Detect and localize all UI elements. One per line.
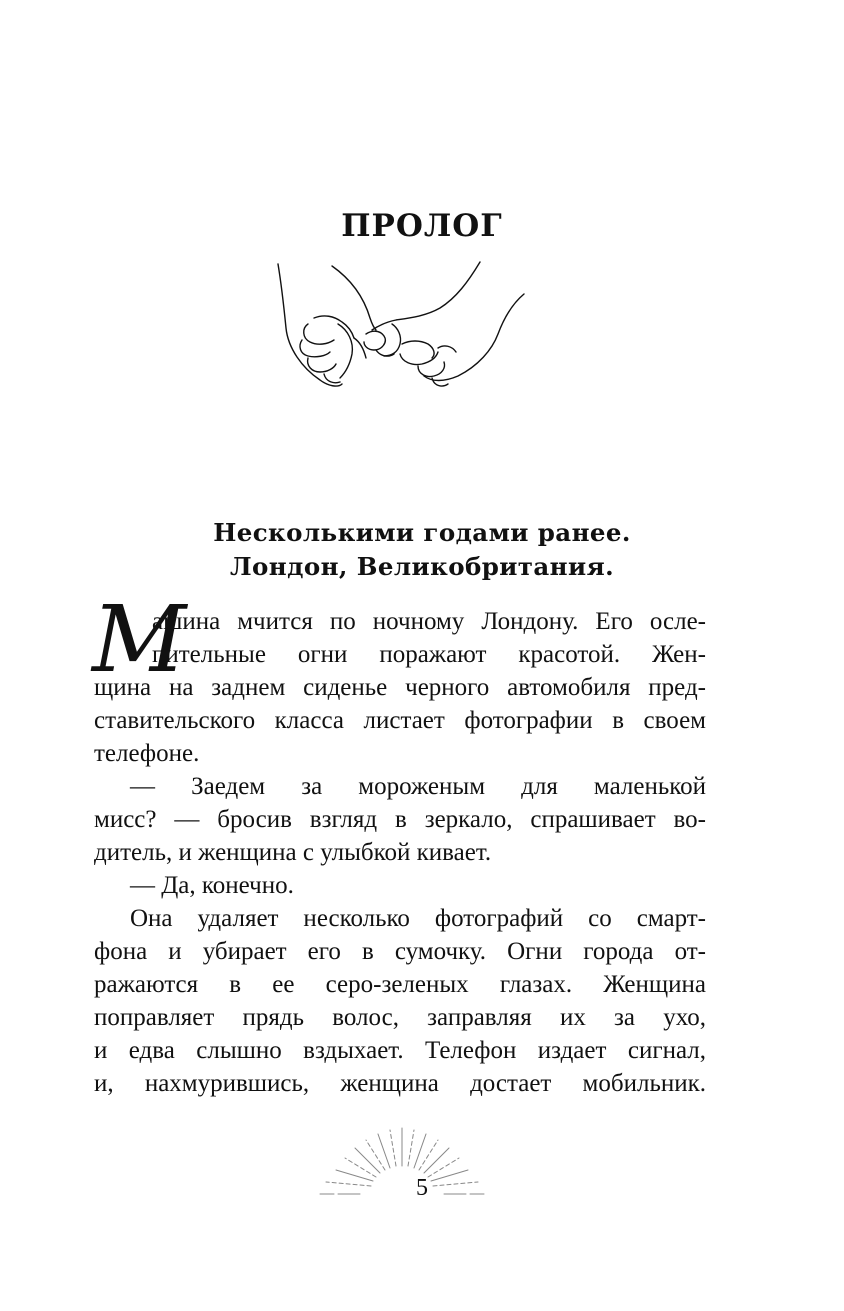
text-line: телефоне. [94,740,200,767]
text-line: ставительского класса листает фотографии в своем [94,707,706,734]
chapter-subtitle [0,516,844,584]
text-line: щина на заднем сиденье черного автомобиля пред- [94,674,706,701]
page-number: 5 [416,1175,428,1201]
text-line: фона и убирает его в сумочку. Огни города от- [94,938,706,965]
drop-cap: М [92,586,187,693]
body-text [92,586,706,1100]
text-line: ражаются в ее серо-зеленых глазах. Женщина [94,971,706,998]
subtitle-line-time: Несколькими годами ранее. [213,518,631,547]
text-line: поправляет прядь волос, заправляя их за ухо, [94,1004,706,1031]
text-line: — Заедем за мороженым для маленькой [130,773,706,800]
chapter-title: ПРОЛОГ [341,208,503,244]
paragraph [94,902,706,1100]
text-line: мисс? — бросив взгляд в зеркало, спрашивает во- [94,806,706,833]
paragraph [94,770,706,869]
text-line: ашина мчится по ночному Лондону. Его осле- [152,608,706,635]
paragraph [94,869,706,902]
hands-pinky-promise-icon [272,258,530,398]
text-line: пительные огни поражают красотой. Жен- [152,641,706,668]
paragraph [92,586,706,770]
text-line: Она удаляет несколько фотографий со смарт- [130,905,706,932]
text-line: дитель, и женщина с улыбкой кивает. [94,839,492,866]
text-line: и едва слышно вздыхает. Телефон издает сигнал, [94,1037,706,1064]
subtitle-line-place: Лондон, Великобритания. [229,552,614,581]
text-line: и, нахмурившись, женщина достает мобильник. [94,1070,706,1097]
text-line: — Да, конечно. [130,872,294,899]
